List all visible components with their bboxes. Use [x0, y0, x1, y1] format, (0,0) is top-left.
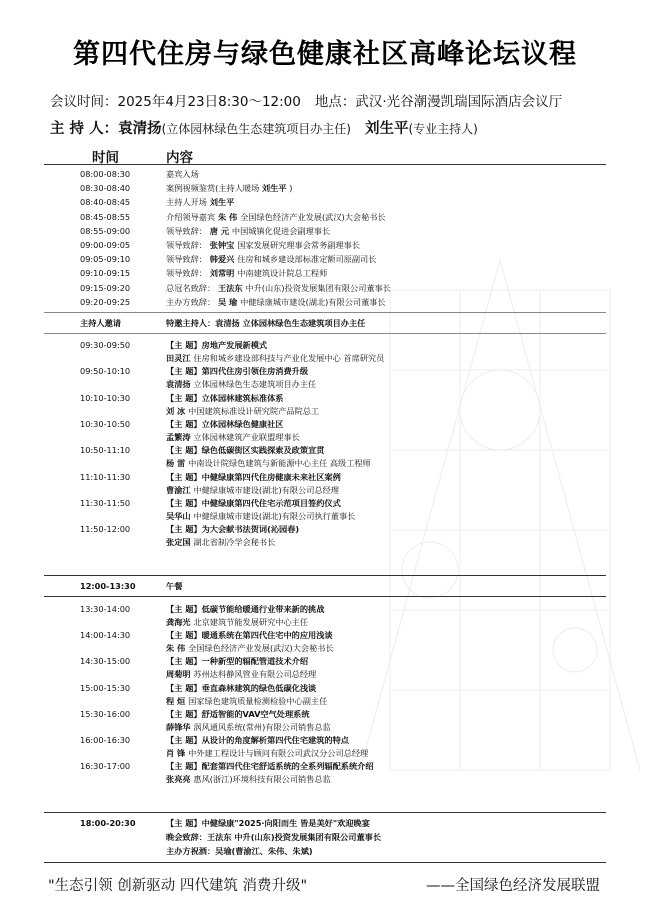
row-time: 15:30-16:00 [80, 708, 131, 719]
talk-topic: 【主 题】中健绿康第四代住房健康未来社区案例 [166, 471, 341, 482]
row-time: 09:50-10:10 [80, 366, 131, 377]
row-speaker: 刘生平 [261, 183, 290, 194]
talk-organization: 国家绿色建筑质量检测检验中心副主任 [188, 695, 328, 706]
talk-topic: 【主 题】暖通系统在第四代住宅中的应用浅谈 [166, 630, 333, 641]
talk-organization: 涡风通风系统(常州)有限公司销售总监 [193, 721, 331, 732]
row-content [166, 445, 324, 455]
talk-speaker: 薛锋华 [166, 721, 194, 732]
row-time: 10:50-11:10 [80, 445, 131, 456]
talk-topic: 【主 题】中健绿康第四代住宅示范项目签约仪式 [166, 497, 341, 508]
row-detail: ) [289, 183, 293, 194]
lunch-label: 午餐 [166, 581, 183, 591]
host-2-name: 刘生平 [364, 121, 409, 137]
row-content [166, 318, 365, 328]
talk-organization: 中外建工程设计与顾问有限公司武汉分公司总经理 [188, 748, 369, 758]
row-content [166, 432, 300, 442]
talk-speaker: 张定国 [166, 537, 194, 548]
talk-topic: 【主 题】舒适智能的VAV空气处理系统 [166, 708, 310, 719]
talk-topic: 【主 题】为大会献书法贺词(沁园春) [166, 524, 300, 535]
row-label: 领导致辞： [166, 240, 207, 250]
row-speaker: 吴 瑜 [215, 296, 241, 307]
row-content [166, 643, 334, 653]
row-content [166, 683, 316, 693]
section-divider [44, 812, 606, 813]
row-time: 10:30-10:50 [80, 418, 131, 429]
hosts-line [50, 117, 478, 138]
header-divider [44, 164, 606, 165]
row-content [166, 722, 331, 732]
row-speaker: 刘生平 [206, 197, 235, 208]
row-time: 08:45-08:55 [80, 211, 131, 222]
row-content [166, 709, 310, 719]
talk-speaker: 孟繁涛 [166, 431, 194, 442]
row-content [166, 183, 293, 193]
talk-speaker: 龚海光 [166, 617, 194, 627]
row-time: 16:30-17:00 [80, 761, 131, 772]
row-content [166, 340, 267, 350]
talk-speaker: 吴华山 [166, 510, 194, 521]
row-content [166, 226, 330, 236]
row-content [166, 511, 355, 521]
section-divider [44, 575, 606, 576]
talk-topic: 【主 题】第四代住房引领住房消费升级 [166, 366, 309, 377]
row-time: 08:55-09:00 [80, 225, 131, 236]
talk-speaker: 周菊明 [166, 669, 194, 680]
row-time: 08:40-08:45 [80, 197, 131, 208]
row-time: 12:00-13:30 [80, 581, 136, 591]
row-content [166, 846, 313, 856]
row-content [166, 458, 371, 468]
row-detail: 国家发展研究理事会常务副理事长 [237, 240, 361, 250]
talk-speaker: 刘 冰 [166, 405, 189, 416]
talk-speaker: 田灵江 [166, 353, 194, 363]
row-time: 16:00-16:30 [80, 735, 131, 745]
row-content [166, 366, 308, 376]
row-time: 09:05-09:10 [80, 254, 131, 265]
row-detail: 全国绿色经济产业发展(武汉)大会秘书长 [240, 211, 386, 222]
row-content [166, 472, 341, 482]
row-detail: 中国城镇化促进会副理事长 [231, 225, 331, 236]
row-time: 11:10-11:30 [80, 471, 131, 482]
talk-speaker: 袁清扬 [166, 379, 194, 390]
section-divider [44, 312, 606, 313]
meeting-venue: 地点：武汉·光谷潮漫凯瑞国际酒店会议厅 [314, 94, 563, 110]
row-label: 介绍领导嘉宾 [166, 211, 216, 222]
row-content [166, 696, 327, 706]
column-header-time: 时间 [92, 150, 119, 166]
row-content [166, 604, 324, 614]
row-time: 15:00-15:30 [80, 682, 131, 693]
row-time: 09:10-09:15 [80, 268, 131, 279]
talk-organization: 中健绿康城市建设(湖北)有限公司执行董事长 [193, 510, 356, 521]
row-content [166, 419, 283, 429]
row-content [166, 524, 299, 534]
row-label: 主办方致辞： [166, 296, 216, 307]
talk-organization: 湖北省制冷学会秘书长 [193, 537, 276, 548]
row-content [166, 169, 199, 179]
row-time: 11:50-12:00 [80, 524, 131, 535]
host-2-role: (专业主持人) [408, 122, 478, 136]
talk-organization: 立体园林绿色生态建筑项目办主任 [193, 379, 317, 390]
row-content [166, 283, 391, 293]
row-content [166, 581, 182, 591]
column-header-content: 内容 [166, 150, 193, 166]
dinner-topic: 【主 题】中健绿康"2025·向阳而生 皆是美好"欢迎晚宴 [166, 818, 370, 828]
row-detail: 中升(山东)投资发展集团有限公司董事长 [245, 282, 391, 293]
dinner-speech: 晚会致辞：王法东 中升(山东)投资发展集团有限公司董事长 [166, 832, 382, 842]
row-content [166, 393, 283, 403]
row-label: 总冠名致辞： [166, 282, 216, 293]
talk-topic: 【主 题】立体园林绿色健康社区 [166, 418, 284, 429]
row-time: 09:20-09:25 [80, 296, 131, 307]
row-time: 18:00-20:30 [80, 818, 136, 828]
row-time: 09:30-09:50 [80, 340, 131, 350]
talk-organization: 中南设计院绿色建筑与新能源中心主任 高级工程师 [188, 458, 371, 469]
host-1-role: (立体园林绿色生态建筑项目办主任) [161, 122, 351, 136]
talk-topic: 【主 题】房地产发展新模式 [166, 340, 268, 350]
row-speaker: 唐 元 [206, 225, 232, 236]
talk-topic: 【主 题】配套第四代住宅舒适系统的全系列辐配系统介绍 [166, 761, 374, 772]
row-speaker: 刘常明 [206, 268, 238, 279]
talk-organization: 苏州达科静风管业有限公司总经理 [193, 669, 317, 680]
row-detail: 住房和城乡建设部标准定额司原副司长 [237, 254, 377, 265]
row-content [166, 735, 349, 745]
talk-organization: 中国建筑标准设计研究院产品院总工 [188, 405, 320, 416]
section-divider [44, 333, 606, 334]
row-speaker: 王法东 [215, 282, 246, 293]
talk-speaker: 张亮亮 [166, 774, 194, 785]
row-time: 08:30-08:40 [80, 183, 131, 194]
row-content [166, 498, 341, 508]
row-content [166, 212, 386, 222]
row-speaker: 张钟宝 [206, 240, 238, 250]
dinner-toast: 主办方祝酒：吴瑜(曹渝江、朱伟、朱斌) [166, 846, 313, 856]
talk-speaker: 朱 伟 [166, 643, 189, 654]
row-content [166, 197, 234, 207]
row-label: 领导致辞： [166, 225, 207, 236]
row-speaker: 韩爱兴 [206, 254, 238, 265]
row-content [166, 353, 384, 363]
row-content [166, 656, 308, 666]
meeting-info [50, 90, 562, 110]
page-title: 第四代住房与绿色健康社区高峰论坛议程 [73, 39, 577, 70]
row-content [166, 379, 316, 389]
talk-organization: 中健绿康城市建设(湖北)有限公司总经理 [193, 484, 339, 495]
talk-topic: 【主 题】绿色低碳街区实践探索及政策宣贯 [166, 445, 325, 456]
row-content [166, 297, 386, 307]
talk-speaker: 程 烜 [166, 695, 189, 706]
talk-topic: 【主 题】低碳节能给暖通行业带来新的挑战 [166, 604, 325, 614]
row-time: 09:00-09:05 [80, 240, 131, 250]
row-content [166, 630, 333, 640]
footer-slogan: "生态引领 创新驱动 四代建筑 消费升级" [48, 878, 308, 894]
row-label: 主持人开场 [166, 197, 207, 208]
section-divider [44, 862, 606, 863]
row-detail: 中南建筑设计院总工程师 [237, 268, 328, 279]
talk-organization: 住房和城乡建设部科技与产业化发展中心 首席研究员 [193, 353, 385, 363]
footer-organization: ——全国绿色经济发展联盟 [426, 878, 600, 894]
row-detail: 中健绿康城市建设(湖北)有限公司董事长 [240, 296, 386, 307]
row-content [166, 748, 368, 758]
row-content [166, 406, 319, 416]
talk-organization: 北京建筑节能发展研究中心主任 [193, 617, 309, 627]
row-content [166, 669, 316, 679]
row-time: 11:30-11:50 [80, 497, 131, 508]
meeting-time: 会议时间：2025年4月23日8:30～12:00 [50, 94, 301, 110]
talk-speaker: 曹渝江 [166, 484, 194, 495]
talk-organization: 惠风(浙江)环境科技有限公司销售总监 [193, 774, 331, 785]
row-time: 08:00-08:30 [80, 169, 131, 179]
row-label: 案例视频鉴赏(主持人暖场 [166, 183, 262, 194]
row-speaker: 朱 伟 [215, 211, 241, 222]
talk-topic: 【主 题】立体园林建筑标准体系 [166, 392, 284, 403]
row-content [166, 818, 370, 828]
row-time: 14:00-14:30 [80, 630, 131, 641]
talk-organization: 立体园林建筑产业联盟理事长 [193, 431, 300, 442]
row-label: 领导致辞： [166, 268, 207, 279]
row-content [166, 761, 374, 771]
row-label: 嘉宾入场 [166, 169, 199, 179]
building-sketch-watermark [350, 250, 650, 810]
talk-speaker: 肖 锋 [166, 748, 189, 758]
row-content [166, 537, 275, 547]
row-content [166, 485, 339, 495]
row-content [166, 240, 360, 250]
row-content [166, 268, 327, 278]
talk-speaker: 杨 雷 [166, 458, 189, 469]
row-time: 13:30-14:00 [80, 604, 131, 614]
row-time: 09:15-09:20 [80, 282, 131, 293]
row-content [166, 254, 376, 264]
row-content [166, 832, 381, 842]
talk-organization: 全国绿色经济产业发展(武汉)大会秘书长 [188, 643, 334, 654]
talk-topic: 【主 题】从设计的角度解析第四代住宅建筑的特点 [166, 735, 349, 745]
row-time: 14:30-15:00 [80, 656, 131, 667]
hosts-label: 主 持 人： [50, 121, 119, 137]
row-time: 10:10-10:30 [80, 392, 131, 403]
row-label: 领导致辞： [166, 254, 207, 265]
talk-topic: 【主 题】一种新型的辐配管道技术介绍 [166, 656, 309, 667]
host-1-name: 袁清扬 [118, 121, 162, 137]
row-content [166, 774, 331, 784]
session-host: 特邀主持人：袁清扬 立体园林绿色生态建筑项目办主任 [166, 318, 366, 328]
talk-topic: 【主 题】垂直森林建筑的绿色低碳化浅谈 [166, 682, 317, 693]
section-divider [44, 596, 606, 597]
row-content [166, 617, 308, 627]
row-time: 主持人邀请 [80, 318, 121, 328]
